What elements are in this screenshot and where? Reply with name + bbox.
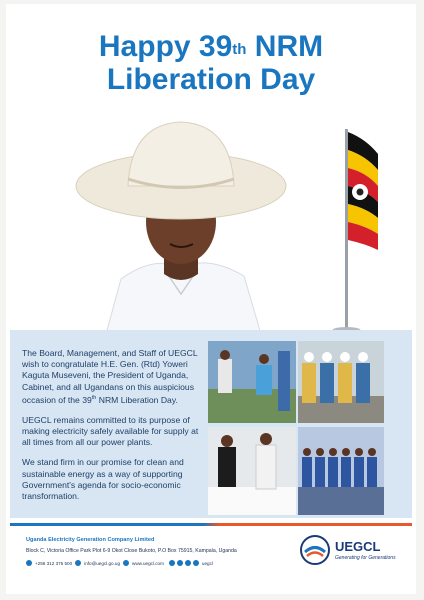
footer-divider: [10, 523, 412, 526]
message-paragraph-1-sup: th: [91, 394, 97, 401]
globe-icon: [123, 560, 129, 566]
uganda-flag: [306, 124, 386, 339]
logo-tagline: Generating for Generations: [335, 554, 396, 561]
headline: [6, 30, 416, 96]
youtube-icon[interactable]: [193, 560, 199, 566]
headline-prefix: Happy 39: [98, 30, 233, 63]
message-paragraph-1-end: NRM Liberation Day.: [96, 394, 178, 405]
uegcl-logo: [300, 535, 396, 565]
headline-superscript: th: [232, 41, 247, 58]
mail-icon: [75, 560, 81, 566]
message-paragraph-3: We stand firm in our promise for clean and sustainable energy as a way of supporting Government's agenda for socio-economic transformation.: [22, 457, 184, 502]
logo-name: UEGCL: [335, 538, 381, 554]
instagram-icon[interactable]: [185, 560, 191, 566]
uegcl-logo-mark: [300, 535, 330, 565]
footer-address: Block C, Victoria Office Park Plot 6-9 Okot Close Bukoto, P.O Box 75915, Kampala, Uganda: [26, 548, 237, 554]
footer-company-name: Uganda Electricity Generation Company Limited: [26, 537, 155, 543]
facebook-icon[interactable]: [169, 560, 175, 566]
photo-site-visit: [208, 341, 296, 423]
headline-line-2: Liberation Day: [106, 63, 316, 96]
president-portrait: [66, 104, 296, 334]
footer-phone: +256 312 375 500: [35, 560, 73, 566]
footer-social-handle: uegcl: [201, 560, 213, 566]
footer-email[interactable]: info@uegcl.go.ug: [84, 560, 120, 566]
headline-line-1: [6, 30, 416, 63]
footer-website[interactable]: www.uegcl.com: [132, 560, 164, 566]
photo-hard-hat-team: [298, 341, 384, 423]
message-paragraph-2: UEGCL remains committed to its purpose of making electricity safely available for supply at all times from all our power plants.: [22, 414, 199, 448]
message-paragraph-1-text: The Board, Management, and Staff of UEGCL wish to congratulate H.E. Gen. (Rtd) Yoweri Kaguta Museveni, the President of Uganda, Cabinet, and all Ugandans on this auspicious occasion of the 39: [22, 348, 198, 405]
message-text: [22, 348, 202, 511]
photo-meeting: [208, 427, 296, 515]
headline-suffix: NRM: [246, 30, 324, 63]
social-icons: [169, 560, 199, 566]
photo-group-staff: [298, 427, 384, 515]
message-paragraph-1: [22, 348, 202, 406]
phone-icon: [26, 560, 32, 566]
twitter-icon[interactable]: [177, 560, 183, 566]
footer-contacts: [26, 560, 213, 566]
